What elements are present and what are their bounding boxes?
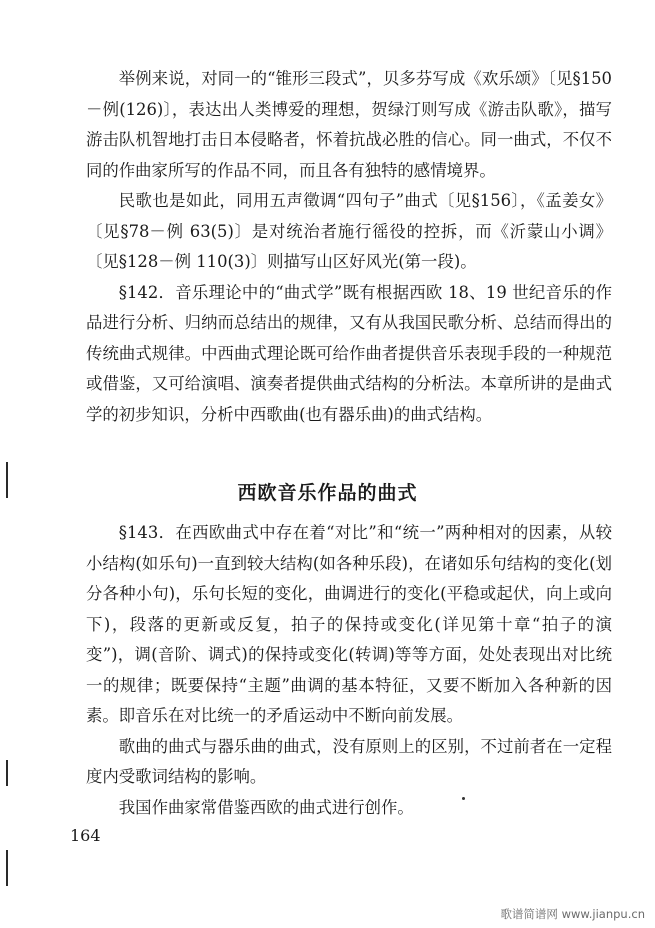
paragraph-folk-songs: 民歌也是如此，同用五声徵调“四句子”曲式〔见§156〕，《孟姜女》〔见§78－例 63(5)〕是对统治者施行徭役的控拆，而《沂蒙山小调》〔见§128－例 110(3)〕则描写山区好风光(第一段)。 xyxy=(86,191,612,271)
paragraph-143: §143．在西欧曲式中存在着“对比”和“统一”两种相对的因素，从较小结构(如乐句)一直到较大结构(如各种乐段)，在诸如乐句结构的变化(划分各种小句)，乐句长短的变化，曲调进行的变化(平稳或起伏，向上或向下)，段落的更新或反复，拍子的保持或变化(详见第十章“拍子的演变”)，调(音阶、调式)的保持或变化(转调)等等方面，处处表现出对比统一的规律；既要保持“主题”曲调的基本特征，又要不断加入各种新的因素。即音乐在对比统一的矛盾运动中不断向前发展。 xyxy=(86,523,612,725)
scan-margin-mark xyxy=(6,850,8,886)
watermark: 歌谱简谱网 www.jianpu.cn xyxy=(500,907,645,921)
text-block-bottom xyxy=(86,518,612,823)
section-title: 西欧音乐作品的曲式 xyxy=(237,482,418,504)
page-number: 164 xyxy=(70,826,101,845)
paragraph-chinese-composers: 我国作曲家常借鉴西欧的曲式进行创作。 xyxy=(118,797,414,817)
paragraph-examples: 举例来说，对同一的“锥形三段式”，贝多芬写成《欢乐颂》〔见§150－例(126)〕，表达出人类博爱的理想，贺绿汀则写成《游击队歌》，描写游击队机智地打击日本侵略者，怀着抗战必胜的信心。同一曲式，不仅不同的作曲家所写的作品不同，而且各有独特的感情境界。 xyxy=(86,69,612,180)
scan-margin-mark xyxy=(6,760,8,786)
text-block-top xyxy=(86,64,612,430)
paragraph-142: §142．音乐理论中的“曲式学”既有根据西欧 18、19 世纪音乐的作品进行分析、归纳而总结出的规律，又有从我国民歌分析、总结而得出的传统曲式规律。中西曲式理论既可给作曲者提供音乐表现手段的一种规范或借鉴，又可给演唱、演奏者提供曲式结构的分析法。本章所讲的是曲式学的初步知识，分析中西歌曲(也有器乐曲)的曲式结构。 xyxy=(86,282,612,424)
paragraph-song-forms: 歌曲的曲式与器乐曲的曲式，没有原则上的区别，不过前者在一定程度内受歌词结构的影响。 xyxy=(86,736,612,786)
